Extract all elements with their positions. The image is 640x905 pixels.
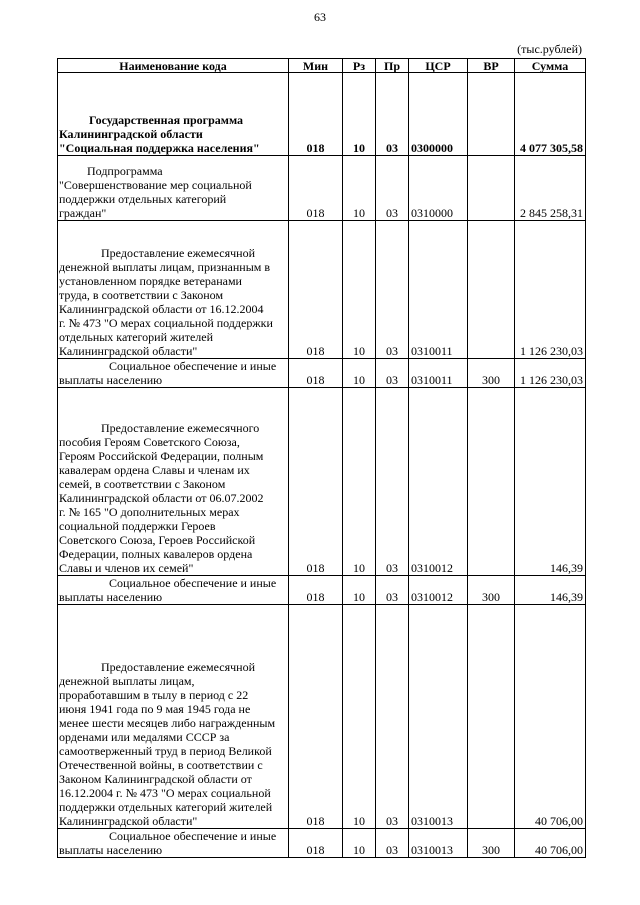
cell-vr bbox=[468, 156, 515, 221]
row-line: денежной выплаты лицам, bbox=[59, 674, 195, 688]
cell-pr: 03 bbox=[376, 221, 409, 359]
cell-rz: 10 bbox=[343, 605, 376, 829]
row-line: Калининградской области bbox=[59, 127, 203, 141]
row-line: Калининградской области от 16.12.2004 bbox=[59, 302, 264, 316]
cell-pr: 03 bbox=[376, 576, 409, 605]
row-line: Калининградской области от 06.07.2002 bbox=[59, 491, 264, 505]
table-row bbox=[58, 576, 586, 605]
cell-vr bbox=[468, 73, 515, 156]
cell-rz: 10 bbox=[343, 359, 376, 388]
cell-min: 018 bbox=[289, 576, 343, 605]
table-row bbox=[58, 156, 586, 221]
row-name bbox=[58, 156, 289, 221]
row-line: Советского Союза, Героев Российской bbox=[59, 533, 256, 547]
cell-pr: 03 bbox=[376, 829, 409, 858]
row-line: Социальное обеспечение и иные bbox=[109, 359, 277, 373]
cell-sum: 1 126 230,03 bbox=[515, 221, 586, 359]
cell-csr: 0310013 bbox=[409, 605, 468, 829]
table-row bbox=[58, 73, 586, 156]
row-line: выплаты населению bbox=[59, 373, 163, 387]
cell-pr: 03 bbox=[376, 605, 409, 829]
row-line: Славы и членов их семей" bbox=[59, 561, 194, 575]
budget-table bbox=[57, 58, 586, 858]
row-name bbox=[58, 829, 289, 858]
cell-sum: 146,39 bbox=[515, 576, 586, 605]
table-header-row bbox=[58, 59, 586, 73]
row-line: Социальное обеспечение и иные bbox=[109, 829, 277, 843]
row-line: Подпрограмма bbox=[87, 164, 163, 178]
row-line: Отечественной войны, в соответствии с bbox=[59, 758, 263, 772]
row-line: Социальное обеспечение и иные bbox=[109, 576, 277, 590]
cell-min: 018 bbox=[289, 605, 343, 829]
row-line: Калининградской области" bbox=[59, 814, 198, 828]
cell-csr: 0310012 bbox=[409, 576, 468, 605]
row-line: граждан" bbox=[59, 206, 107, 220]
row-line: выплаты населению bbox=[59, 590, 163, 604]
cell-vr: 300 bbox=[468, 576, 515, 605]
cell-rz: 10 bbox=[343, 221, 376, 359]
row-name bbox=[58, 221, 289, 359]
row-line: кавалерам ордена Славы и членам их bbox=[59, 463, 250, 477]
cell-csr: 0310011 bbox=[409, 221, 468, 359]
row-line: Предоставление ежемесячной bbox=[101, 660, 256, 674]
cell-rz: 10 bbox=[343, 829, 376, 858]
cell-sum: 4 077 305,58 bbox=[515, 73, 586, 156]
header-pr: Пр bbox=[376, 59, 409, 73]
table-row bbox=[58, 605, 586, 829]
row-line: поддержки отдельных категорий жителей bbox=[59, 800, 273, 814]
row-line: проработавшим в тылу в период с 22 bbox=[59, 688, 249, 702]
row-line: отдельных категорий жителей bbox=[59, 330, 214, 344]
cell-pr: 03 bbox=[376, 156, 409, 221]
row-line: самоотверженный труд в период Великой bbox=[59, 744, 272, 758]
cell-sum: 40 706,00 bbox=[515, 829, 586, 858]
cell-csr: 0310012 bbox=[409, 388, 468, 576]
cell-vr: 300 bbox=[468, 359, 515, 388]
row-line: Предоставление ежемесячного bbox=[101, 421, 260, 435]
row-name bbox=[58, 73, 289, 156]
row-line: Государственная программа bbox=[89, 113, 244, 127]
header-csr: ЦСР bbox=[409, 59, 468, 73]
row-line: июня 1941 года по 9 мая 1945 года не bbox=[59, 702, 251, 716]
cell-min: 018 bbox=[289, 221, 343, 359]
row-line: г. № 165 "О дополнительных мерах bbox=[59, 505, 240, 519]
row-line: установленном порядке ветеранами bbox=[59, 274, 242, 288]
header-vr: ВР bbox=[468, 59, 515, 73]
cell-vr: 300 bbox=[468, 829, 515, 858]
cell-min: 018 bbox=[289, 829, 343, 858]
row-line: Законом Калининградской области от bbox=[59, 772, 252, 786]
header-min: Мин bbox=[289, 59, 343, 73]
cell-sum: 40 706,00 bbox=[515, 605, 586, 829]
row-line: пособия Героям Советского Союза, bbox=[59, 435, 240, 449]
row-line: "Социальная поддержка населения" bbox=[59, 141, 260, 155]
cell-csr: 0310011 bbox=[409, 359, 468, 388]
row-line: поддержки отдельных категорий bbox=[59, 192, 227, 206]
units-label: (тыс.рублей) bbox=[517, 42, 582, 56]
cell-rz: 10 bbox=[343, 576, 376, 605]
row-line: Героям Российской Федерации, полным bbox=[59, 449, 264, 463]
cell-pr: 03 bbox=[376, 388, 409, 576]
row-line: социальной поддержки Героев bbox=[59, 519, 216, 533]
header-sum: Сумма bbox=[515, 59, 586, 73]
row-line: орденами или медалями СССР за bbox=[59, 730, 230, 744]
row-name bbox=[58, 359, 289, 388]
table-row bbox=[58, 359, 586, 388]
cell-vr bbox=[468, 605, 515, 829]
row-line: труда, в соответствии с Законом bbox=[59, 288, 224, 302]
table-row bbox=[58, 221, 586, 359]
row-line: семей, в соответствии с Законом bbox=[59, 477, 226, 491]
cell-pr: 03 bbox=[376, 359, 409, 388]
row-line: Федерации, полных кавалеров ордена bbox=[59, 547, 253, 561]
cell-sum: 2 845 258,31 bbox=[515, 156, 586, 221]
cell-min: 018 bbox=[289, 388, 343, 576]
table-row bbox=[58, 829, 586, 858]
row-line: денежной выплаты лицам, признанным в bbox=[59, 260, 271, 274]
row-line: Калининградской области" bbox=[59, 344, 198, 358]
page-number: 63 bbox=[314, 10, 326, 24]
row-line: выплаты населению bbox=[59, 843, 163, 857]
header-name: Наименование кода bbox=[58, 59, 289, 73]
cell-vr bbox=[468, 221, 515, 359]
table-row bbox=[58, 388, 586, 576]
cell-pr: 03 bbox=[376, 73, 409, 156]
cell-min: 018 bbox=[289, 73, 343, 156]
cell-csr: 0310013 bbox=[409, 829, 468, 858]
row-line: менее шести месяцев либо награжденным bbox=[59, 716, 276, 730]
row-line: "Совершенствование мер социальной bbox=[59, 178, 252, 192]
cell-sum: 146,39 bbox=[515, 388, 586, 576]
cell-csr: 0300000 bbox=[409, 73, 468, 156]
cell-min: 018 bbox=[289, 359, 343, 388]
cell-rz: 10 bbox=[343, 156, 376, 221]
row-name bbox=[58, 576, 289, 605]
cell-rz: 10 bbox=[343, 388, 376, 576]
cell-rz: 10 bbox=[343, 73, 376, 156]
cell-min: 018 bbox=[289, 156, 343, 221]
cell-vr bbox=[468, 388, 515, 576]
row-name bbox=[58, 605, 289, 829]
header-rz: Рз bbox=[343, 59, 376, 73]
row-line: г. № 473 "О мерах социальной поддержки bbox=[59, 316, 273, 330]
row-line: 16.12.2004 г. № 473 "О мерах социальной bbox=[59, 786, 271, 800]
cell-csr: 0310000 bbox=[409, 156, 468, 221]
cell-sum: 1 126 230,03 bbox=[515, 359, 586, 388]
row-name bbox=[58, 388, 289, 576]
row-line: Предоставление ежемесячной bbox=[101, 246, 256, 260]
